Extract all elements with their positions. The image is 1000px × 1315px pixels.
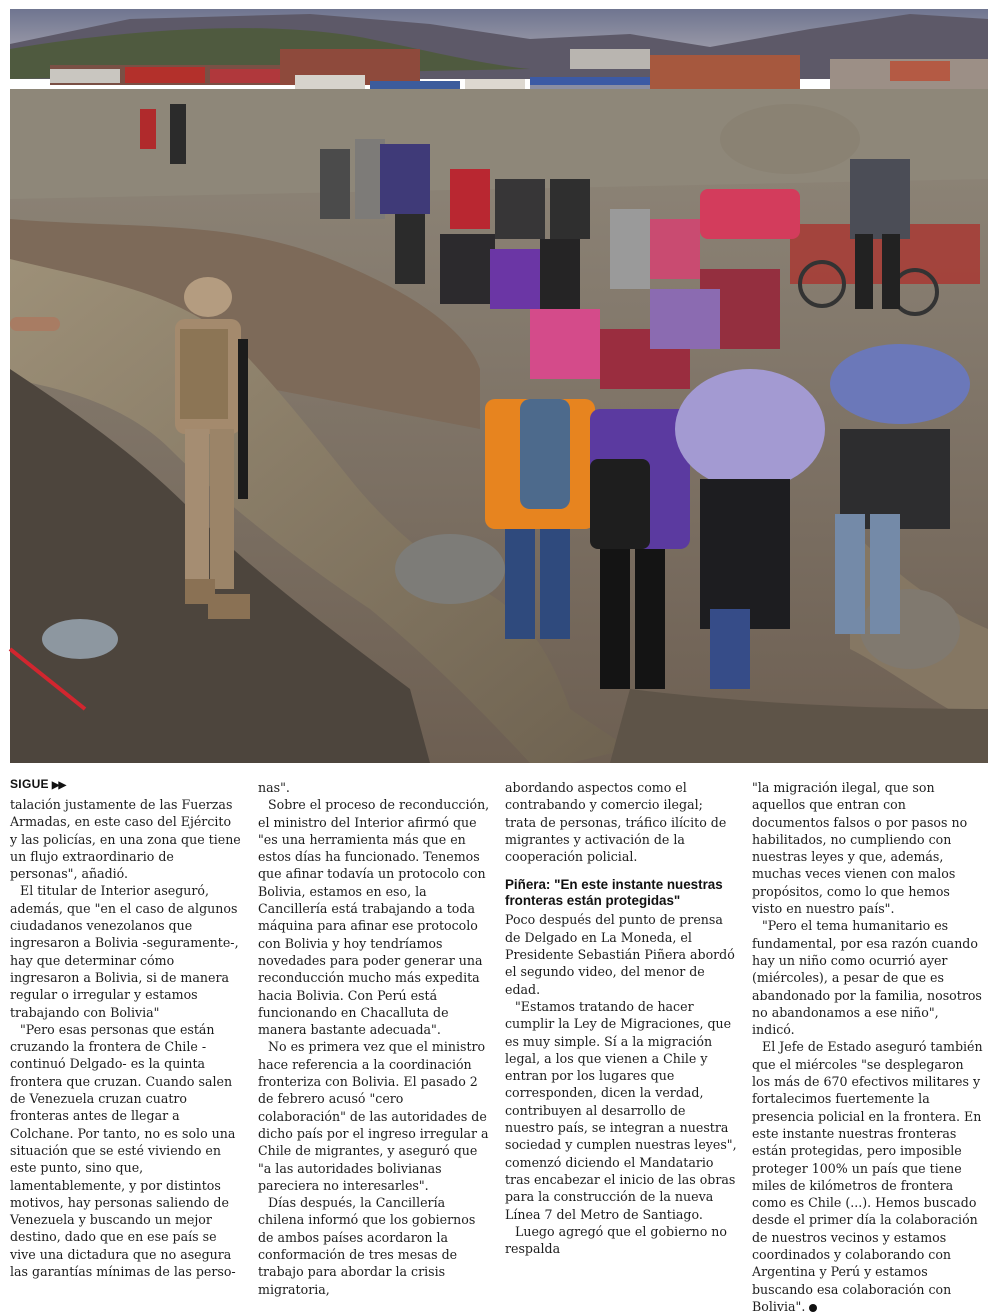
arrow-icon: ▶▶	[51, 780, 66, 791]
paragraph: Sobre el proceso de reconducción, el ministro del Interior afirmó que "es una herramienta más que en estos días ha funcionado. Tenemos que afinar todavía un protocolo con Bolivia, estamos en eso, la Cancillería está trabajando a toda máquina para afinar ese protocolo con Bolivia y hoy tendríamos novedades para poder generar una reconducción mucho más expedita hacia Bolivia. Con Perú está funcionando en Chacalluta de manera bastante adecuada".	[258, 797, 490, 1038]
paragraph: talación justamente de las Fuerzas Armadas, en este caso del Ejército y las policías, en una zona que tiene un flujo extraordinario de personas", añadió.	[10, 797, 241, 882]
section-marker	[10, 777, 65, 791]
paragraph: Días después, la Cancillería chilena informó que los gobiernos de ambos países acordaron la conformación de tres mesas de trabajo para abordar la crisis migratoria,	[258, 1195, 476, 1297]
paragraph: Poco después del punto de prensa de Delgado en La Moneda, el Presidente Sebastián Piñera abordó el segundo video, del menor de edad.	[505, 912, 735, 997]
paragraph: El titular de Interior aseguró, además, que "en el caso de algunos ciudadanos venezolanos que ingresaron a Bolivia -seguramente-, hay que determinar cómo ingresaron a Bolivia, si de manera regular o irregular y estamos trabajando con Bolivia"	[10, 883, 239, 1020]
subheading: Piñera: "En este instante nuestras fronteras están protegidas"	[505, 877, 723, 909]
end-mark-icon	[809, 1304, 817, 1312]
text-column-4	[752, 779, 984, 1315]
paragraph: nas".	[258, 780, 290, 795]
paragraph: "la migración ilegal, que son aquellos que entran con documentos falsos o por pasos no habilitados, no cumpliendo con nuestras leyes y que, además, muchas veces vienen con malos propósitos, como lo que hemos visto en nuestro país".	[752, 780, 968, 917]
paragraph-text: El Jefe de Estado aseguró también que el miércoles "se desplegaron los más de 670 efectivos militares y fortalecimos fuertemente la presencia policial en la frontera. En este instante nuestras fronteras están protegidas, pero imposible proteger 100% un país que tiene miles de kilómetros de frontera como es Chile (...). Hemos buscado desde el primer día la colaboración de nuestros vecinos y estamos coordinados y colaborando con Argentina y Perú y estamos buscando esa colaboración con Bolivia".	[752, 1039, 983, 1314]
paragraph: "Estamos tratando de hacer cumplir la Ley de Migraciones, que es muy simple. Sí a la migración legal, a los que vienen a Chile y entran por los lugares que corresponden, dicen la verdad, contribuyen al desarrollo de nuestro país, se integran a nuestra sociedad y cumplen nuestras leyes", comenzó diciendo el Mandatario tras encabezar el inicio de las obras para la construcción de la nueva Línea 7 del Metro de Santiago.	[505, 998, 737, 1222]
paragraph: Luego agregó que el gobierno no respalda	[505, 1223, 727, 1257]
paragraph: abordando aspectos como el contrabando y comercio ilegal; trata de personas, tráfico ilícito de migrantes y activación de la cooperación policial.	[505, 780, 727, 865]
paragraph: No es primera vez que el ministro hace referencia a la coordinación fronteriza con Bolivia. El pasado 2 de febrero acusó "cero colaboración" de las autoridades de dicho país por el ingreso irregular a Chile de migrantes, y aseguró que "a las autoridades bolivianas pareciera no interesarles".	[258, 1039, 489, 1193]
paragraph: "Pero el tema humanitario es fundamental, por esa razón cuando hay un niño como ocurrió ayer (miércoles), a pesar de que es abandonado por la familia, nosotros no abandonamos a ese niño", indicó.	[752, 918, 982, 1038]
photo-illustration	[10, 9, 988, 763]
section-marker-label: SIGUE	[10, 777, 49, 791]
migrants-crossing-border-photo	[10, 9, 988, 763]
paragraph: "Pero esas personas que están cruzando la frontera de Chile -continuó Delgado- es la quinta frontera que cruzan. Cuando salen de Venezuela cruzan cuatro fronteras antes de llegar a Colchane. Por tanto, no es solo una situación que se esté viviendo en este punto, sino que, lamentablemente, y por distintos motivos, hay personas saliendo de Venezuela y buscando un mejor destino, dado que en ese país se vive una dictadura que no asegura las garantías mínimas de las perso-	[10, 1021, 236, 1280]
text-column-2	[258, 779, 490, 1298]
paragraph-final	[752, 1038, 984, 1315]
text-column-3	[505, 779, 737, 1257]
text-column-1	[10, 796, 242, 1280]
